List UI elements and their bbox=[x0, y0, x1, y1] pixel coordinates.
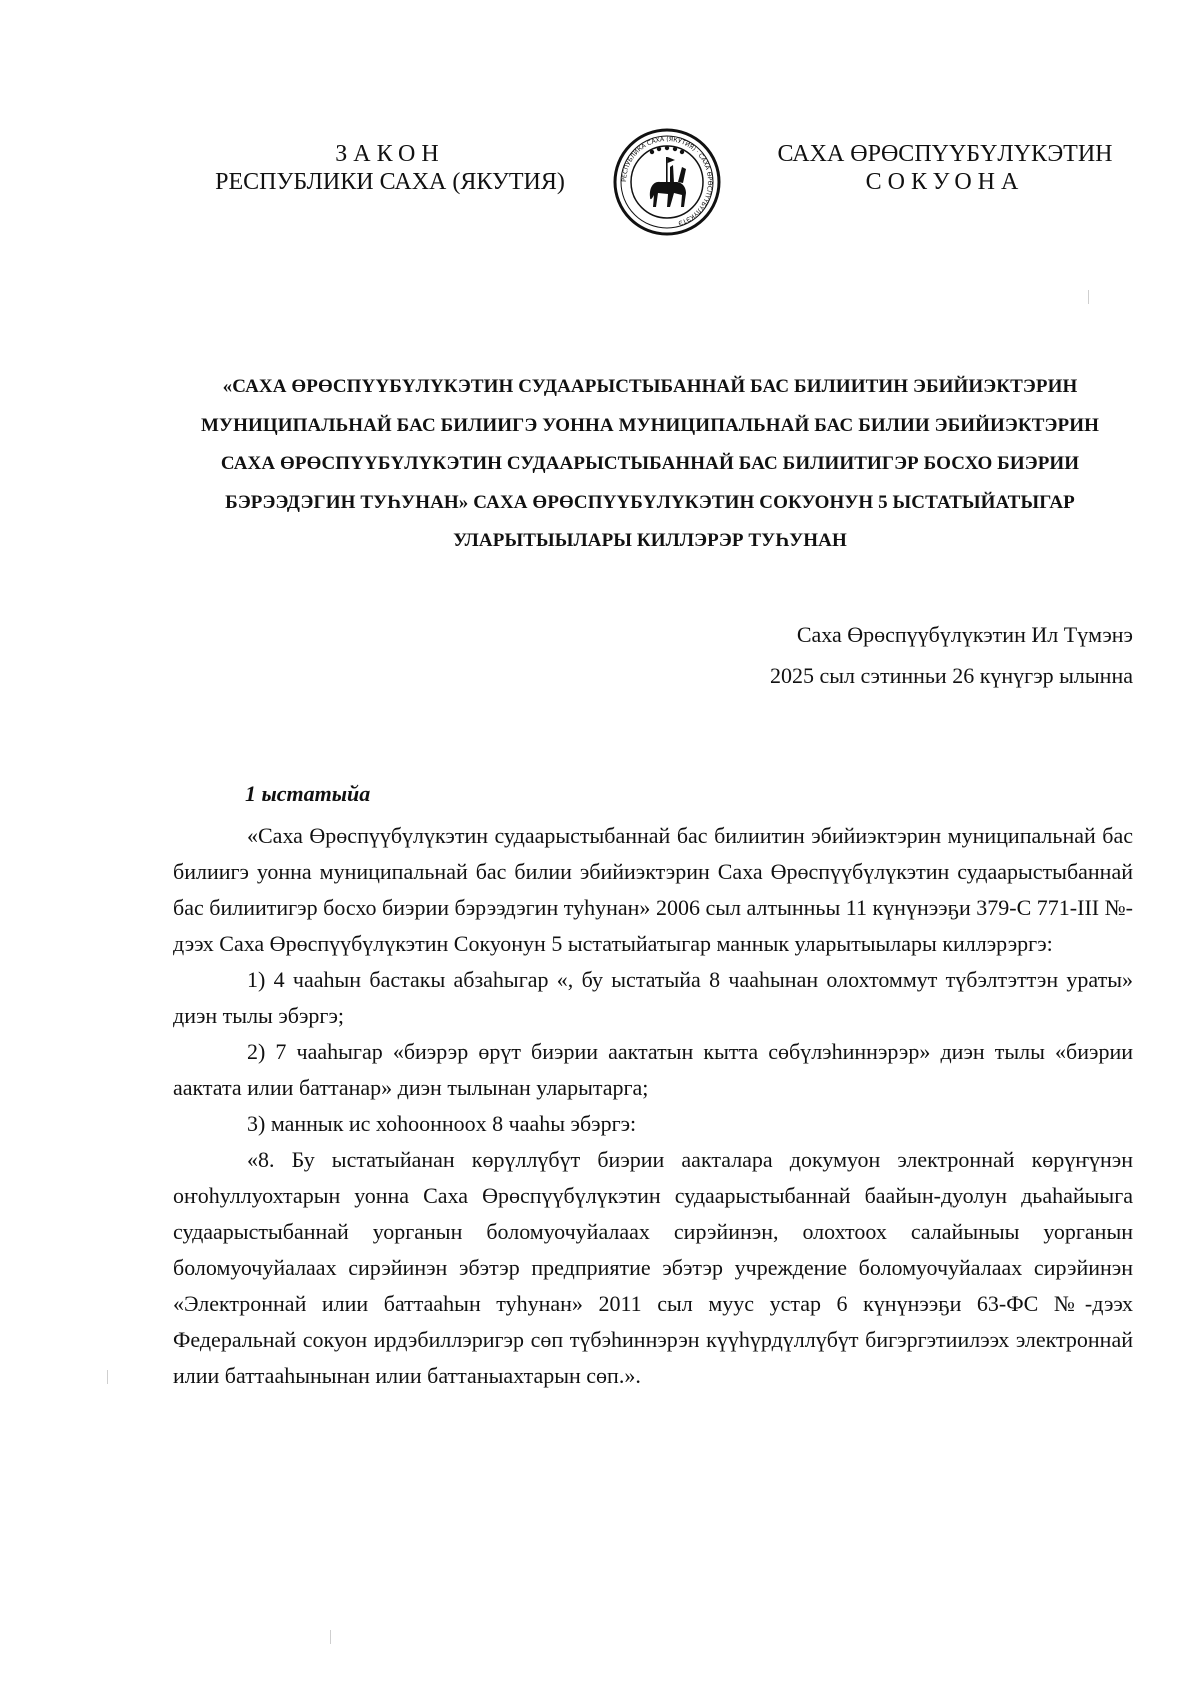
scan-mark bbox=[107, 1370, 108, 1384]
header-sokuona: СОКУОНА bbox=[865, 169, 1025, 195]
article-paragraph: 1) 4 чааһын бастакы абзаһыгар «, бу ыстатыйа 8 чааһынан олохтоммут түбэлтэттэн ураты» диэн тылы эбэргэ; bbox=[173, 967, 1133, 1028]
republic-emblem-icon bbox=[612, 127, 722, 237]
article-heading: 1 ыстатыйа bbox=[245, 781, 371, 806]
article-paragraph: 3) маннык ис хоһооннооx 8 чааһы эбэргэ: bbox=[247, 1111, 637, 1136]
header-zakon: ЗАКОН bbox=[335, 141, 445, 167]
header-republic-sakha: САХА ӨРӨСПҮҮБҮЛҮКЭТИН bbox=[777, 141, 1113, 167]
article-body bbox=[173, 818, 1133, 1394]
adoption-signoff bbox=[650, 614, 1133, 696]
state-emblem bbox=[612, 127, 722, 237]
signoff-date: 2025 сыл сэтинньи 26 күнүгэр ылынна bbox=[769, 663, 1133, 688]
scan-mark bbox=[330, 1630, 331, 1644]
article-paragraph: «8. Бу ыстатыйанан көрүллүбүт биэрии аакталара докумуон электроннай көрүҥүнэн оҥоһуллуохтарын уонна Саха Өрөспүүбүлүкэтин судаарыстыбаннай баайын-дуолун дьаһайыыга судаарыстыбаннай уорганын боломуочуйалаах сирэйинэн, олохтоох салайыныы уорганын боломуочуйалаах сирэйинэн эбэтэр предприятие эбэтэр учреждение боломуочуйалаах сирэйинэн «Электроннай илии баттааһын туһунан» 2011 сыл муус устар 6 күнүнээҕи 63-ФС №-дээх Федеральнай сокуон ирдэбиллэригэр сөп түбэһиннэрэн күүһүрдүллүбүт бигэргэтиилээх электроннай илии баттааһынынан илии баттаныахтарын сөп.». bbox=[173, 1147, 1133, 1388]
scan-mark bbox=[1088, 290, 1089, 304]
article-paragraph: «Саха Өрөспүүбүлүкэтин судаарыстыбаннай бас билиитин эбийиэктэрин муниципальнай бас билиигэ уонна муниципальнай бас билии эбийиэктэрин Саха Өрөспүүбүлүкэтин судаарыстыбаннай бас билиитигэр босхо биэрии бэрээдэгин туһунан» 2006 сыл алтынньы 11 күнүнээҕи 379-С 771-III №-дээх Саха Өрөспүүбүлүкэтин Сокуонун 5 ыстатыйатыгар маннык уларытыылары киллэрэргэ: bbox=[173, 823, 1133, 956]
header-right bbox=[760, 140, 1130, 196]
header-republic-ru: РЕСПУБЛИКИ САХА (ЯКУТИЯ) bbox=[215, 169, 565, 195]
emblem-ring-text: РЕСПУБЛИКА САХА (ЯКУТИЯ) · САХА ӨРӨСПҮҮБҮЛҮКЭТЭ bbox=[620, 135, 714, 227]
law-title: «САХА ӨРӨСПҮҮБҮЛҮКЭТИН СУДААРЫСТЫБАННАЙ БАС БИЛИИТИН ЭБИЙИЭКТЭРИН МУНИЦИПАЛЬНАЙ БАС БИЛИИГЭ УОННА МУНИЦИПАЛЬНАЙ БАС БИЛИИ ЭБИЙИЭКТЭРИН САХА ӨРӨСПҮҮБҮЛҮКЭТИН СУДААРЫСТЫБАННАЙ БАС БИЛИИТИГЭР БОСХО БИЭРИИ БЭРЭЭДЭГИН ТУҺУНАН» САХА ӨРӨСПҮҮБҮЛҮКЭТИН СОКУОНУН 5 ЫСТАТЫЙАТЫГАР УЛАРЫТЫЫЛАРЫ КИЛЛЭРЭР ТУҺУНАН bbox=[201, 376, 1099, 551]
article-paragraph: 2) 7 чааһыгар «биэрэр өрүт биэрии аактатын кытта сөбүлэһиннэрэр» диэн тылы «биэрии аактата илии баттанар» диэн тылынан уларытарга; bbox=[173, 1039, 1133, 1100]
header-left bbox=[200, 140, 580, 196]
signoff-body: Саха Өрөспүүбүлүкэтин Ил Түмэнэ bbox=[796, 622, 1133, 647]
